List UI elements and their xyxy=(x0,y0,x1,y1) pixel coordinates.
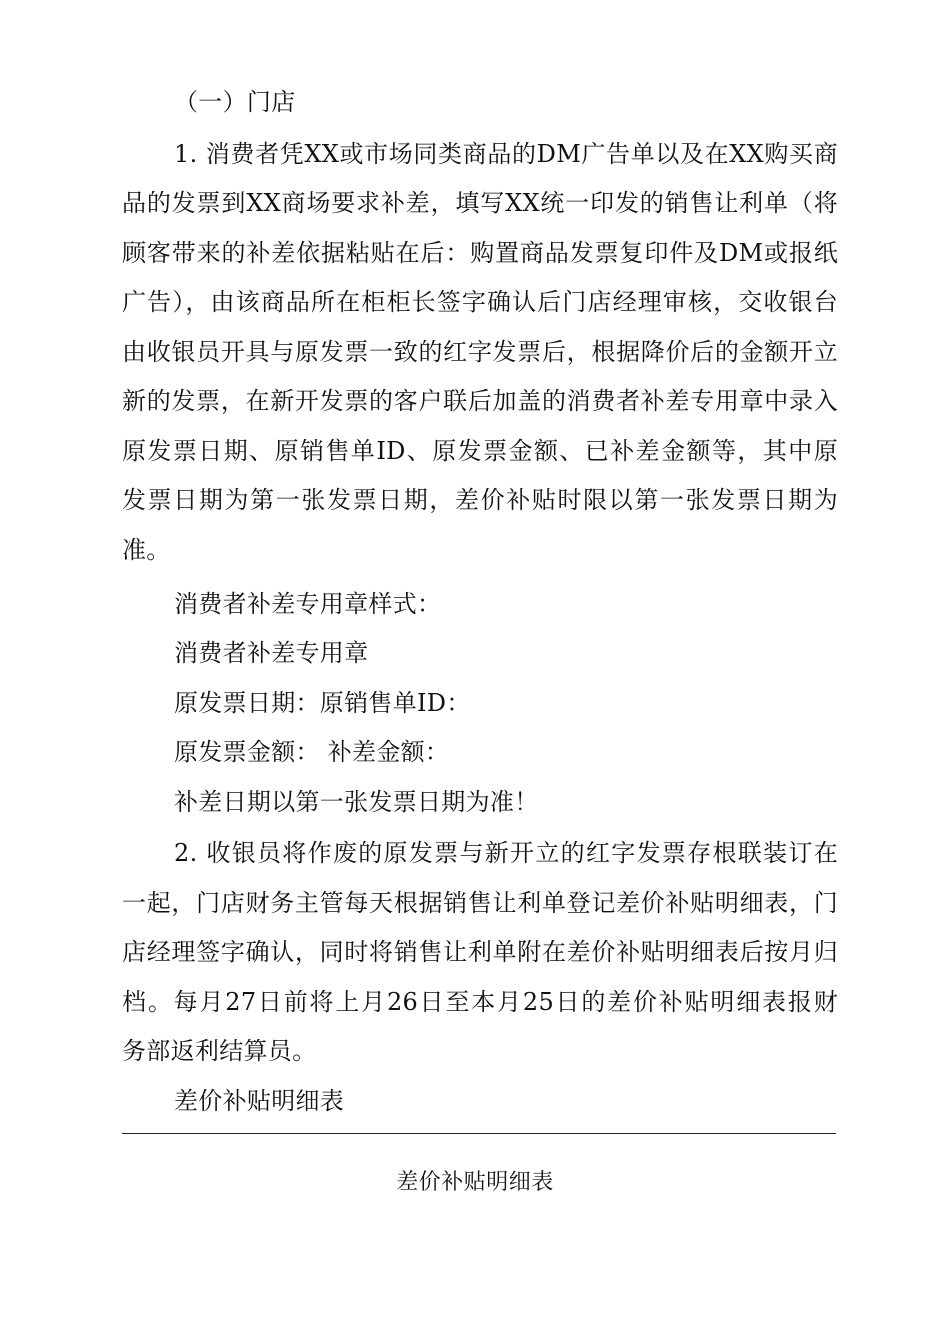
item-1-line: 由收银员开具与原发票一致的红字发票后，根据降价后的金额开立 xyxy=(122,338,838,366)
horizontal-divider xyxy=(122,1133,836,1134)
item-1-line: 广告），由该商品所在柜柜长签字确认后门店经理审核，交收银台 xyxy=(122,288,838,316)
item-1-line: 顾客带来的补差依据粘贴在后：购置商品发票复印件及DM或报纸 xyxy=(122,239,838,267)
stamp-title: 消费者补差专用章 xyxy=(174,639,369,667)
item-1-line: 1. 消费者凭XX或市场同类商品的DM广告单以及在XX购买商 xyxy=(174,140,838,168)
stamp-field-line: 原发票日期：原销售单ID： xyxy=(174,689,471,717)
table-title: 差价补贴明细表 xyxy=(396,1170,554,1195)
item-2-line: 一起，门店财务主管每天根据销售让利单登记差价补贴明细表，门 xyxy=(122,889,838,917)
item-2-line: 档。每月27日前将上月26日至本月25日的差价补贴明细表报财 xyxy=(122,988,838,1016)
item-1-line: 准。 xyxy=(122,536,171,564)
table-label: 差价补贴明细表 xyxy=(174,1087,345,1115)
item-1-line: 发票日期为第一张发票日期，差价补贴时限以第一张发票日期为 xyxy=(122,486,838,514)
item-1-line: 新的发票，在新开发票的客户联后加盖的消费者补差专用章中录入 xyxy=(122,387,838,415)
section-heading: （一）门店 xyxy=(174,88,296,116)
item-2-line: 店经理签字确认，同时将销售让利单附在差价补贴明细表后按月归 xyxy=(122,938,838,966)
item-1-line: 品的发票到XX商场要求补差，填写XX统一印发的销售让利单（将 xyxy=(122,189,838,217)
stamp-field-line: 原发票金额： 补差金额： xyxy=(174,738,450,766)
item-2-line: 务部返利结算员。 xyxy=(122,1037,317,1065)
item-2-line: 2. 收银员将作废的原发票与新开立的红字发票存根联装订在 xyxy=(174,839,838,867)
stamp-intro: 消费者补差专用章样式： xyxy=(174,590,442,618)
stamp-note: 补差日期以第一张发票日期为准！ xyxy=(174,788,539,816)
item-1-line: 原发票日期、原销售单ID、原发票金额、已补差金额等，其中原 xyxy=(122,437,838,465)
